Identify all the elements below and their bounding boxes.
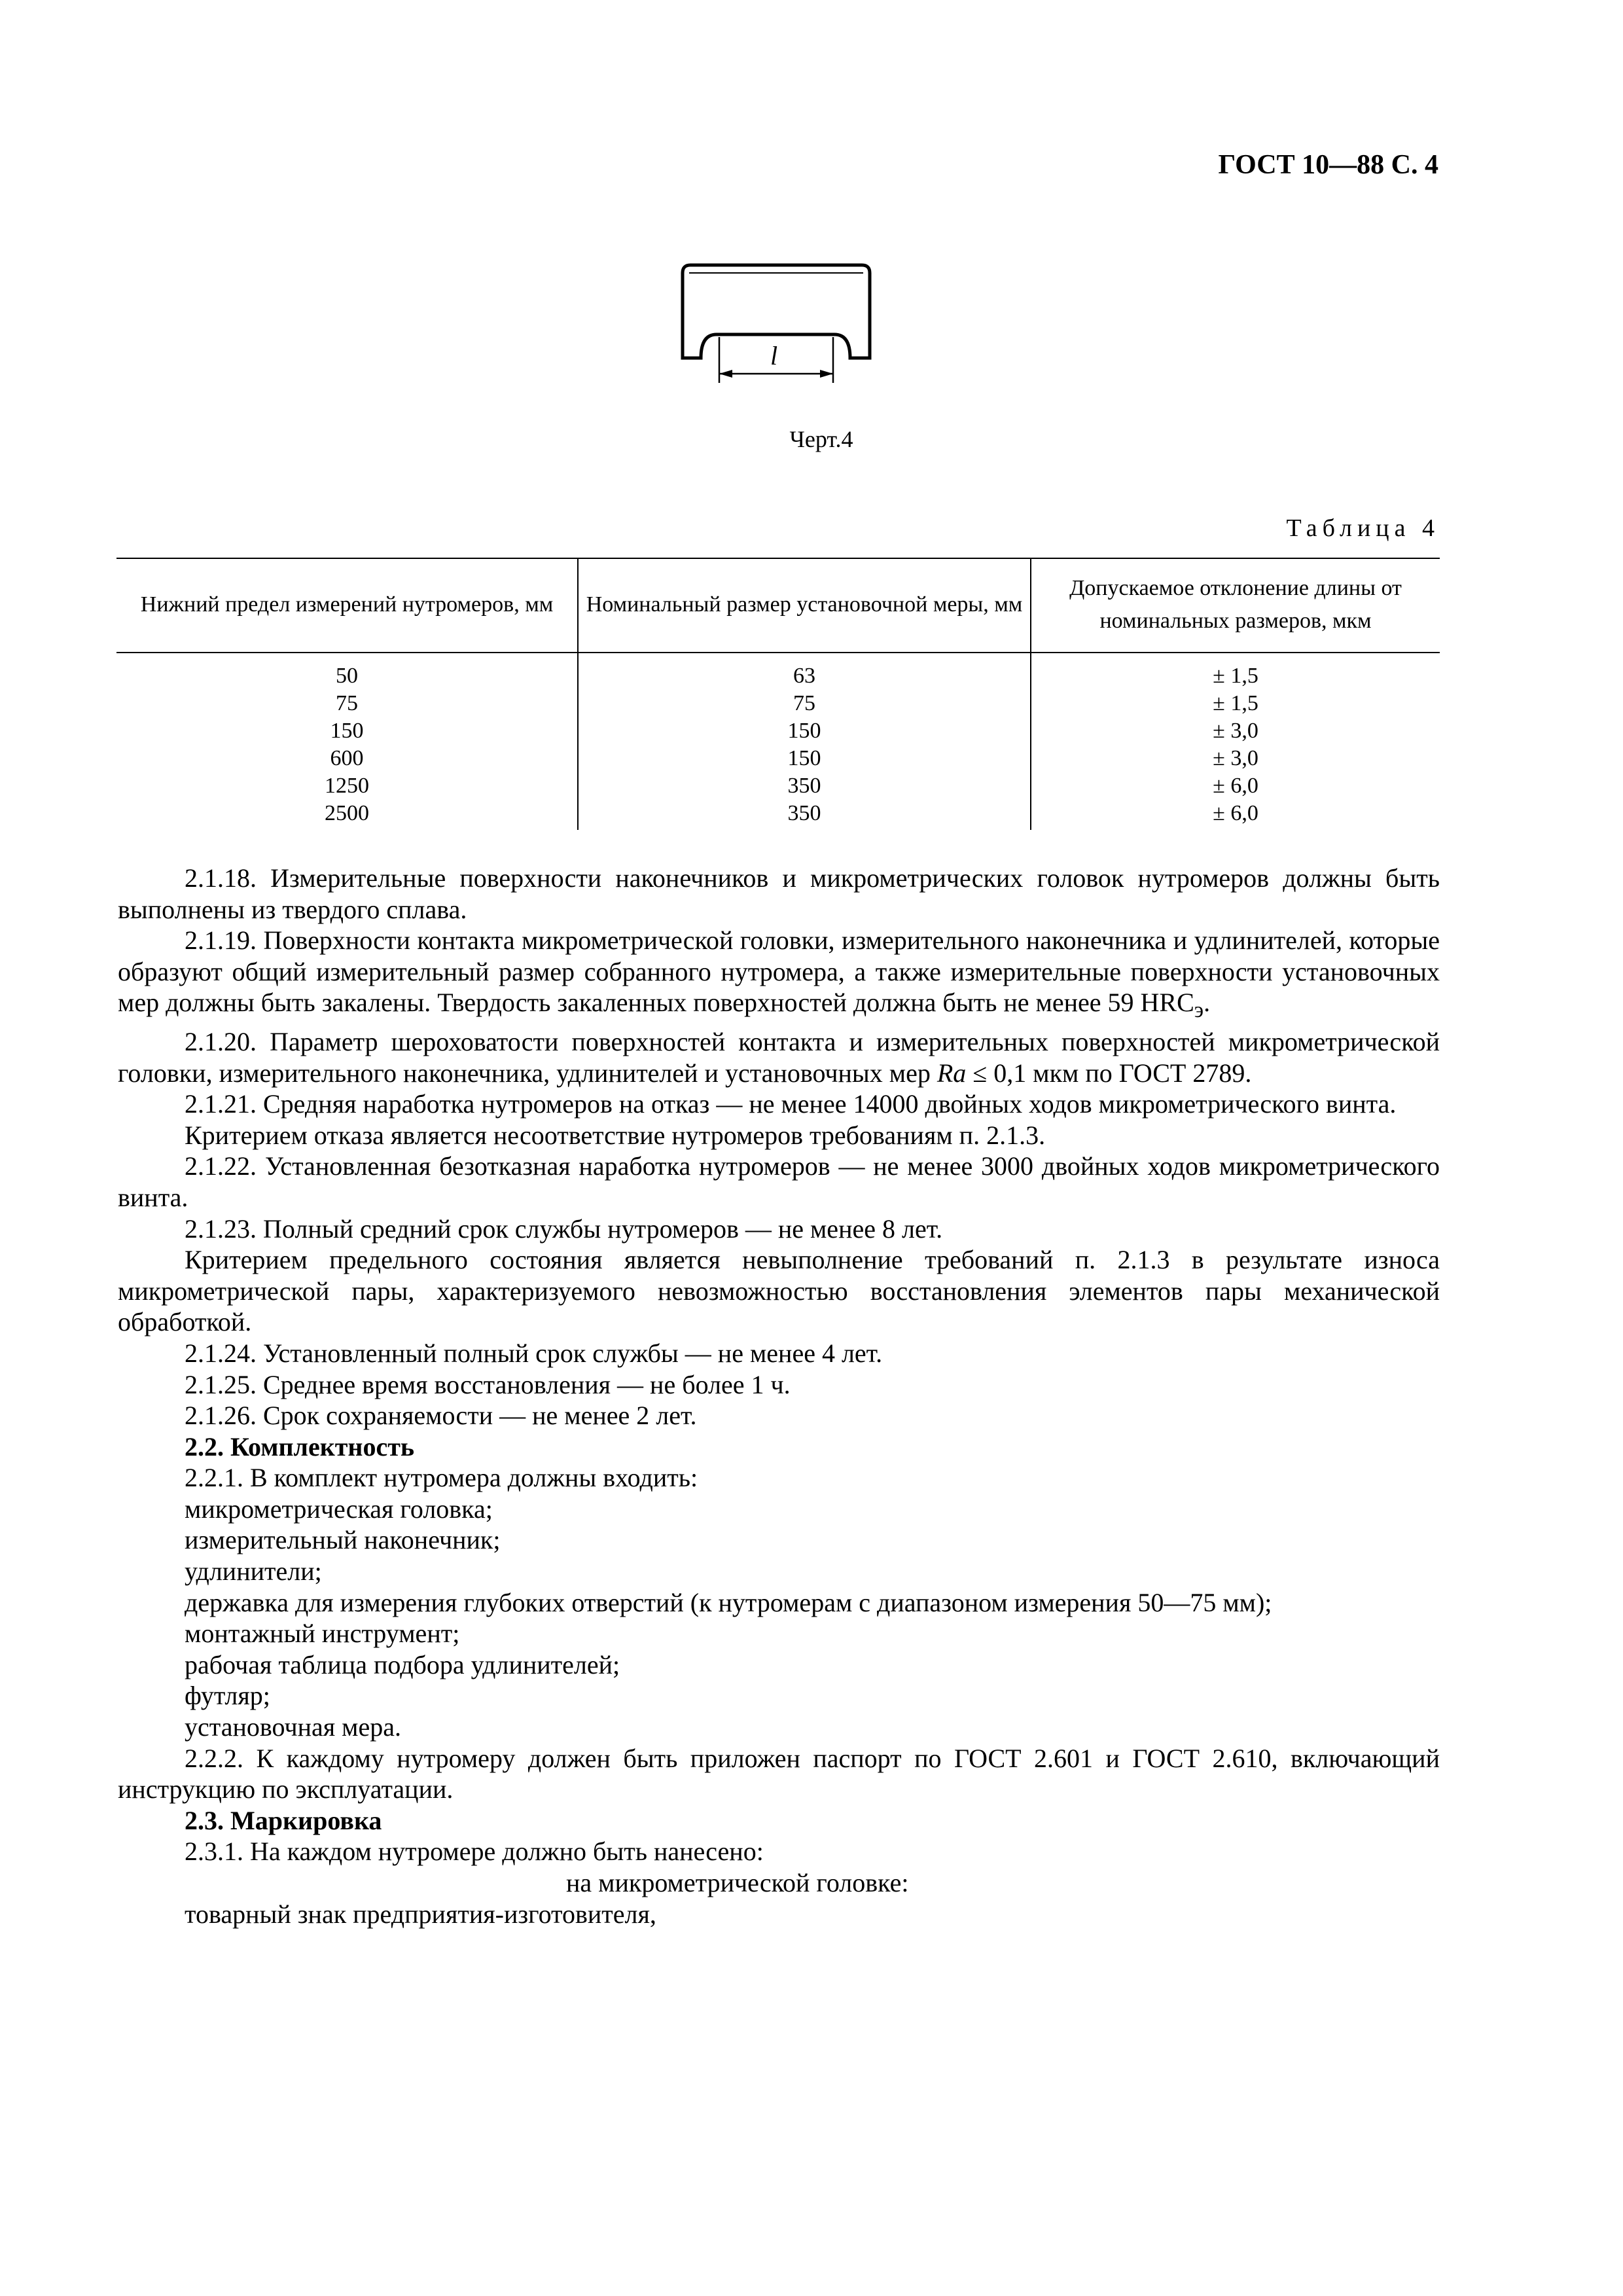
table-cell: 1250 xyxy=(325,774,369,798)
figure-drawing xyxy=(677,259,874,389)
table-column-nominal-size xyxy=(578,653,1031,830)
table-cell: 350 xyxy=(787,801,821,825)
paragraph-2-1-23: 2.1.23. Полный средний срок службы нутромеров — не менее 8 лет. xyxy=(185,1213,943,1244)
list-item: удлинители; xyxy=(185,1556,322,1587)
list-item: рабочая таблица подбора удлинителей; xyxy=(185,1649,620,1679)
table-cell: 63 xyxy=(793,664,815,688)
table-column-lower-limit xyxy=(116,653,578,830)
paragraph-text: . xyxy=(1204,988,1211,1018)
table-cell: ± 3,0 xyxy=(1213,719,1258,743)
body-text xyxy=(118,863,1440,1929)
table-cell: 150 xyxy=(787,746,821,770)
table-header-lower-limit: Нижний предел измерений нутромеров, мм xyxy=(116,558,578,653)
paragraph-2-1-26: 2.1.26. Срок сохраняемости — не менее 2 лет. xyxy=(185,1401,697,1431)
paragraph-criterion-failure: Критерием отказа является несоответствие нутромеров требованиям п. 2.1.3. xyxy=(185,1120,1046,1150)
list-item: монтажный инструмент; xyxy=(185,1619,460,1649)
table-cell: 350 xyxy=(787,774,821,798)
section-heading-marking: 2.3. Маркировка xyxy=(185,1805,382,1835)
paragraph-centered: на микрометрической головке: xyxy=(566,1868,909,1897)
table-cell: ± 6,0 xyxy=(1213,774,1258,798)
table-label: Таблица 4 xyxy=(1286,514,1440,542)
paragraph-text: 2.1.20. Параметр шероховатости поверхностей контакта и измерительных поверхностей микрометрической головки, измерительного наконечника, удлинителей и установочных мер xyxy=(118,1026,1440,1088)
table-cell: 150 xyxy=(787,719,821,743)
table-column-deviation xyxy=(1031,653,1440,830)
paragraph-2-1-20 xyxy=(118,1026,1440,1088)
page-header: ГОСТ 10—88 С. 4 xyxy=(1218,150,1438,180)
paragraph-2-1-24: 2.1.24. Установленный полный срок службы — не менее 4 лет. xyxy=(185,1338,883,1368)
paragraph-2-1-22: 2.1.22. Установленная безотказная наработка нутромеров — не менее 3000 двойных ходов микрометрического винта. xyxy=(118,1151,1440,1212)
table-cell: 75 xyxy=(336,691,358,715)
table-header-deviation: Допускаемое отклонение длины от номинальных размеров, мкм xyxy=(1031,558,1440,653)
table-cell: 50 xyxy=(336,664,358,688)
paragraph-2-2-1: 2.2.1. В комплект нутромера должны входить: xyxy=(185,1463,698,1493)
paragraph-2-1-19 xyxy=(118,925,1440,1026)
paragraph-2-1-21: 2.1.21. Средняя наработка нутромеров на отказ — не менее 14000 двойных ходов микрометрического винта. xyxy=(185,1089,1397,1119)
subscript: э xyxy=(1194,998,1204,1023)
paragraph-trademark: товарный знак предприятия-изготовителя, xyxy=(185,1899,656,1929)
table-cell: 150 xyxy=(330,719,364,743)
table-header-nominal-size: Номинальный размер установочной меры, мм xyxy=(578,558,1031,653)
table-cell: 600 xyxy=(330,746,364,770)
roughness-symbol: Ra xyxy=(936,1058,967,1088)
table-row xyxy=(116,653,1440,830)
list-item: установочная мера. xyxy=(185,1712,401,1742)
table-cell: 2500 xyxy=(325,801,369,825)
paragraph-2-1-25: 2.1.25. Среднее время восстановления — не более 1 ч. xyxy=(185,1369,791,1399)
table-cell: ± 6,0 xyxy=(1213,801,1258,825)
table-cell: ± 1,5 xyxy=(1213,691,1258,715)
section-heading-completeness: 2.2. Комплектность xyxy=(185,1431,415,1462)
list-item: измерительный наконечник; xyxy=(185,1525,501,1555)
list-item: микрометрическая головка; xyxy=(185,1494,493,1524)
figure-caption: Черт.4 xyxy=(789,426,853,452)
paragraph-text: ≤ 0,1 мкм по ГОСТ 2789. xyxy=(972,1058,1252,1088)
table-cell: ± 3,0 xyxy=(1213,746,1258,770)
list-item: футляр; xyxy=(185,1681,270,1711)
table-cell: 75 xyxy=(793,691,815,715)
table-cell: ± 1,5 xyxy=(1213,664,1258,688)
paragraph-2-1-18: 2.1.18. Измерительные поверхности наконечников и микрометрических головок нутромеров должны быть выполнены из твердого сплава. xyxy=(118,863,1440,924)
dimension-label: l xyxy=(770,341,778,370)
paragraph-text: 2.1.19. Поверхности контакта микрометрической головки, измерительного наконечника и удлинителей, которые образуют общий измерительный размер собранного нутромера, а также измерительные поверхности установочных мер должны быть закалены. Твердость закаленных поверхностей должна быть не менее 59 HRC xyxy=(118,925,1440,1018)
paragraph-criterion-limit-state: Критерием предельного состояния является невыполнение требований п. 2.1.3 в результате износа микрометрической пары, характеризуемого невозможностью восстановления элементов пары механической обработкой. xyxy=(118,1245,1440,1337)
paragraph-2-3-1: 2.3.1. На каждом нутромере должно быть нанесено: xyxy=(185,1837,764,1867)
data-table xyxy=(116,558,1440,830)
list-item: державка для измерения глубоких отверстий (к нутромерам с диапазоном измерения 50—75 мм); xyxy=(185,1587,1272,1617)
paragraph-2-2-2: 2.2.2. К каждому нутромеру должен быть приложен паспорт по ГОСТ 2.601 и ГОСТ 2.610, включающий инструкцию по эксплуатации. xyxy=(118,1743,1440,1804)
